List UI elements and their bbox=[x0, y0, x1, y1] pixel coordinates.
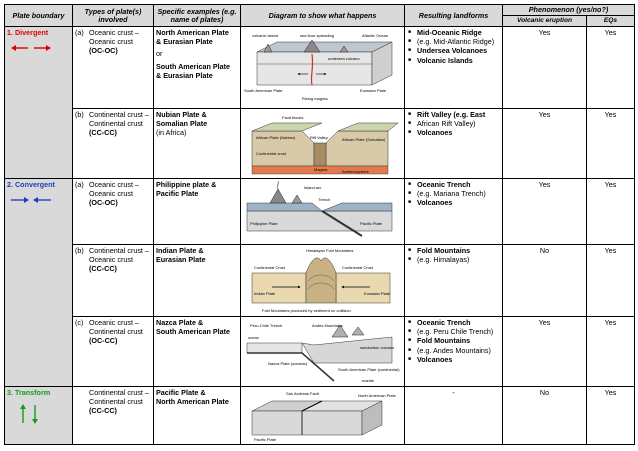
example-line: North American Plate bbox=[156, 28, 229, 37]
landform-note bbox=[417, 346, 500, 355]
divergent-arrows-icon bbox=[11, 43, 70, 55]
diagram-label: Eurasian Plate bbox=[364, 290, 391, 296]
diagram-label: Peru-Chile Trench bbox=[250, 322, 283, 328]
landform-item: ■ Volcanoes bbox=[417, 198, 500, 207]
example-line: South American Plate bbox=[156, 61, 231, 71]
diagram-label: Nazca Plate (oceanic) bbox=[268, 360, 308, 366]
diagram-divergent-rift bbox=[241, 109, 405, 179]
diagram-label: mantle bbox=[362, 377, 375, 383]
header-volcanic: Volcanic eruption bbox=[503, 16, 587, 27]
diagram-label: Island arc bbox=[304, 184, 322, 190]
diagram-transform bbox=[241, 387, 405, 445]
eqs-cell: Yes bbox=[587, 179, 635, 245]
landform-item: ■ Fold Mountains bbox=[417, 336, 500, 345]
examples-cell bbox=[154, 387, 241, 445]
example-line: Indian Plate & bbox=[156, 246, 204, 255]
diagram-label: Continental Crust bbox=[254, 264, 285, 270]
type-line: Continental crust – bbox=[89, 246, 149, 255]
boundary-divergent bbox=[5, 27, 73, 179]
example-line: Nubian Plate & bbox=[156, 110, 207, 119]
example-line: Somalian Plate bbox=[156, 119, 208, 129]
landforms-cell bbox=[405, 109, 503, 179]
type-line: Continental crust – bbox=[89, 388, 149, 397]
diagram-label: sea floor spreading bbox=[300, 32, 335, 38]
example-line: Pacific Plate & bbox=[156, 388, 206, 397]
volcanic-cell: Yes bbox=[503, 109, 587, 179]
landforms-cell: - bbox=[405, 387, 503, 445]
example-line: Eurasian Plate bbox=[156, 255, 206, 265]
landform-text: Rift Valley (e.g. East bbox=[417, 110, 486, 119]
examples-cell bbox=[154, 317, 241, 387]
header-phenomenon: Phenomenon (yes/no?) bbox=[503, 5, 635, 16]
type-letter: (c) bbox=[75, 318, 84, 327]
volcanic-cell: No bbox=[503, 245, 587, 317]
landform-item: ■ Mid-Oceanic Ridge bbox=[417, 28, 500, 37]
type-code: (OC-OC) bbox=[89, 46, 118, 56]
types-cell bbox=[73, 387, 154, 445]
type-line: Oceanic crust bbox=[89, 189, 133, 199]
landform-item: ■ Volcanoes bbox=[417, 355, 500, 364]
diagram-label: Philippine Plate bbox=[250, 220, 278, 226]
landform-item bbox=[417, 110, 500, 119]
boundary-label: 2. Convergent bbox=[7, 180, 55, 189]
diagram-divergent-ocean bbox=[241, 27, 405, 109]
landforms-cell bbox=[405, 27, 503, 109]
diagram-label: Fold Mountains produced by sediment on collision bbox=[262, 307, 351, 313]
types-cell bbox=[73, 109, 154, 179]
diagram-label: volcanic island bbox=[252, 32, 279, 38]
type-line: Continental crust bbox=[89, 397, 143, 407]
landform-item: ■ Volcanic Islands bbox=[417, 56, 500, 65]
diagram-label: undersea volcano bbox=[328, 55, 360, 61]
eqs-cell: Yes bbox=[587, 109, 635, 179]
landform-note bbox=[417, 119, 500, 128]
examples-cell bbox=[154, 179, 241, 245]
diagram-label: Asthenosphere bbox=[342, 168, 369, 174]
landform-item: ■ Oceanic Trench bbox=[417, 180, 500, 189]
examples-cell bbox=[154, 109, 241, 179]
landform-note-text: (e.g. Andes Mountains) bbox=[417, 345, 491, 355]
table-row bbox=[5, 317, 635, 387]
volcanic-cell: Yes bbox=[503, 179, 587, 245]
type-line: Continental crust bbox=[89, 119, 143, 129]
transform-arrows-icon bbox=[11, 403, 70, 427]
header-diagram: Diagram to show what happens bbox=[241, 5, 405, 27]
table-row bbox=[5, 387, 635, 445]
landform-item: ■ Fold Mountains bbox=[417, 246, 500, 255]
diagram-convergent-oc-cc bbox=[241, 317, 405, 387]
header-eqs: EQs bbox=[587, 16, 635, 27]
type-line: Oceanic crust bbox=[89, 255, 133, 265]
diagram-label: Himalayan Fold Mountains bbox=[306, 247, 354, 253]
table-row bbox=[5, 27, 635, 109]
diagram-label: San Andreas Fault bbox=[286, 390, 319, 396]
diagram-label: Continental Crust bbox=[342, 264, 373, 270]
example-line: & Eurasian Plate bbox=[156, 37, 213, 47]
landform-note-text: (e.g. Mariana Trench) bbox=[417, 189, 486, 199]
eqs-cell: Yes bbox=[587, 27, 635, 109]
example-line: Pacific Plate bbox=[156, 189, 199, 199]
boundary-label: 3. Transform bbox=[7, 388, 51, 397]
example-line: Nazca Plate & bbox=[156, 318, 204, 327]
example-line: South American Plate bbox=[156, 327, 231, 337]
diagram-convergent-oc-oc bbox=[241, 179, 405, 245]
type-code: (CC-CC) bbox=[89, 128, 117, 138]
diagram-label: Trench bbox=[318, 196, 331, 202]
landforms-cell bbox=[405, 245, 503, 317]
type-line: Continental crust bbox=[89, 327, 143, 337]
types-cell bbox=[73, 317, 154, 387]
example-line: or bbox=[156, 49, 163, 59]
boundary-convergent bbox=[5, 179, 73, 387]
diagram-label: Atlantic Ocean bbox=[362, 32, 389, 38]
diagram-label: Indian Plate bbox=[254, 290, 276, 296]
landform-note-text: (e.g. Mid-Atlantic Ridge) bbox=[417, 37, 495, 47]
landform-note bbox=[417, 189, 500, 198]
type-line: Oceanic crust – bbox=[89, 318, 139, 327]
landform-note bbox=[417, 37, 500, 46]
type-line: Oceanic crust – bbox=[89, 180, 139, 189]
eqs-cell: Yes bbox=[587, 245, 635, 317]
diagram-label: Andes Mountains bbox=[312, 322, 343, 328]
types-cell bbox=[73, 27, 154, 109]
diagram-label: subduction volcano bbox=[360, 344, 395, 350]
header-examples: Specific examples (e.g. name of plates) bbox=[154, 5, 241, 27]
landform-note-text: African Rift Valley) bbox=[417, 119, 476, 129]
type-line: Oceanic crust – bbox=[89, 28, 139, 37]
table-row bbox=[5, 109, 635, 179]
type-letter: (b) bbox=[75, 110, 84, 119]
diagram-label: South American Plate (continental) bbox=[338, 366, 400, 372]
example-line: Philippine plate & bbox=[156, 180, 217, 189]
example-line: North American Plate bbox=[156, 397, 229, 407]
type-line: Oceanic crust bbox=[89, 37, 133, 47]
type-code: (OC-OC) bbox=[89, 198, 118, 208]
header-types: Types of plate(s) involved bbox=[73, 5, 154, 27]
type-letter: (b) bbox=[75, 246, 84, 255]
convergent-arrows-icon bbox=[11, 195, 70, 207]
diagram-label: South American Plate bbox=[244, 87, 283, 93]
landform-item: ■ Undersea Volcanoes bbox=[417, 46, 500, 55]
plate-boundaries-table bbox=[4, 4, 635, 445]
type-code: (CC-CC) bbox=[89, 406, 117, 416]
type-letter bbox=[75, 388, 89, 416]
type-letter: (a) bbox=[75, 28, 84, 37]
landforms-cell bbox=[405, 179, 503, 245]
volcanic-cell: Yes bbox=[503, 27, 587, 109]
diagram-label: ocean bbox=[248, 334, 259, 340]
volcanic-cell: Yes bbox=[503, 317, 587, 387]
volcanic-cell: No bbox=[503, 387, 587, 445]
example-line: & Eurasian Plate bbox=[156, 70, 213, 80]
types-cell bbox=[73, 179, 154, 245]
landform-item: ■ Oceanic Trench bbox=[417, 318, 500, 327]
type-code: (OC-CC) bbox=[89, 336, 118, 346]
type-line: Continental crust – bbox=[89, 110, 149, 119]
diagram-label: North American Plate bbox=[358, 392, 396, 398]
landforms-cell bbox=[405, 317, 503, 387]
examples-cell bbox=[154, 27, 241, 109]
landform-note-text: (e.g. Himalayas) bbox=[417, 255, 470, 265]
diagram-convergent-fold bbox=[241, 245, 405, 317]
diagram-label: Rift Valley bbox=[310, 134, 328, 140]
landform-item: ■ Volcanoes bbox=[417, 128, 500, 137]
table-row bbox=[5, 179, 635, 245]
types-cell bbox=[73, 245, 154, 317]
boundary-label: 1. Divergent bbox=[7, 28, 49, 37]
landform-note bbox=[417, 327, 500, 336]
diagram-label: Pacific Plate bbox=[254, 436, 277, 442]
table-row bbox=[5, 245, 635, 317]
header-landforms: Resulting landforms bbox=[405, 5, 503, 27]
diagram-label: Rising magma bbox=[302, 95, 328, 101]
type-code: (CC-CC) bbox=[89, 264, 117, 274]
diagram-label: Eurasian Plate bbox=[360, 87, 387, 93]
diagram-label: Magma bbox=[314, 166, 328, 172]
eqs-cell: Yes bbox=[587, 387, 635, 445]
example-line: (in Africa) bbox=[156, 128, 187, 138]
diagram-label: Fault blocks bbox=[282, 114, 304, 120]
diagram-label: Pacific Plate bbox=[360, 220, 383, 226]
diagram-label: African Plate (Nubian) bbox=[256, 134, 296, 140]
type-letter: (a) bbox=[75, 180, 84, 189]
diagram-label: African Plate (Somalian) bbox=[342, 136, 386, 142]
diagram-label: Continental crust bbox=[256, 150, 287, 156]
landform-note bbox=[417, 255, 500, 264]
eqs-cell: Yes bbox=[587, 317, 635, 387]
landform-note-text: (e.g. Peru Chile Trench) bbox=[417, 327, 494, 337]
header-boundary: Plate boundary bbox=[5, 5, 73, 27]
boundary-transform bbox=[5, 387, 73, 445]
examples-cell bbox=[154, 245, 241, 317]
